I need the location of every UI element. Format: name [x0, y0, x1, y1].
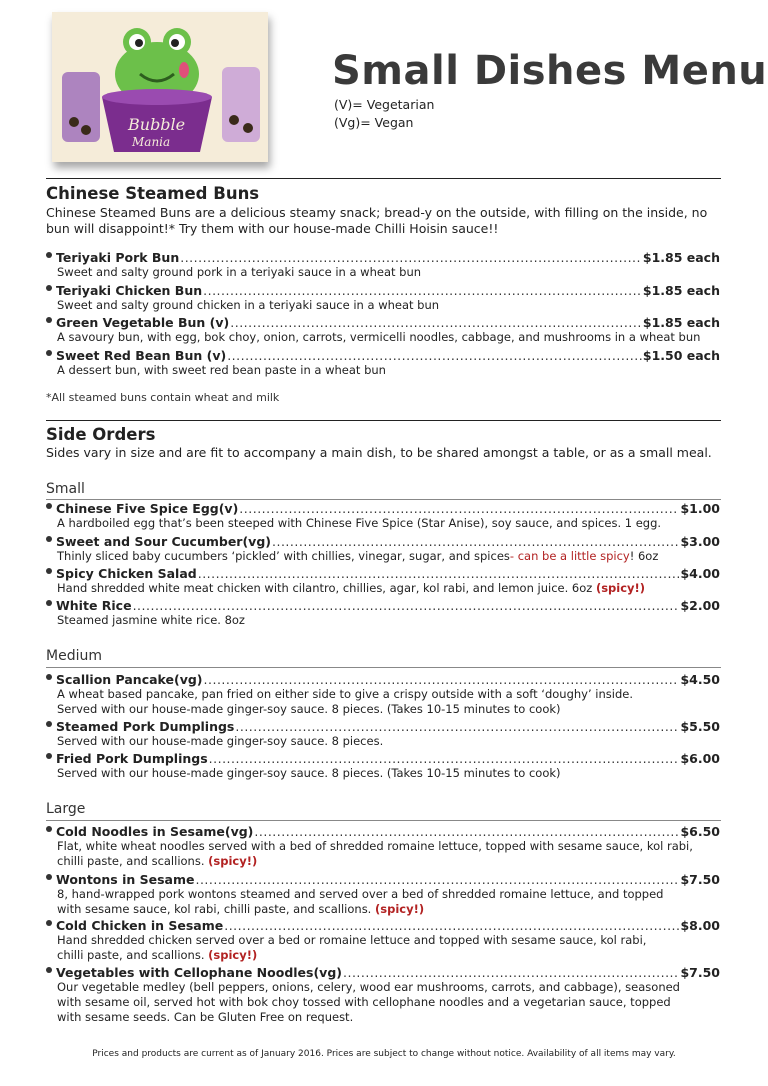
item-name: Cold Noodles in Sesame(vg) [56, 824, 254, 839]
item-name: Vegetables with Cellophane Noodles(vg) [56, 965, 342, 980]
item-name: Green Vegetable Bun (v) [56, 315, 230, 330]
item-price: $7.50 [680, 965, 720, 980]
item-name: Sweet Red Bean Bun (v) [56, 348, 227, 363]
item-price: $7.50 [680, 872, 720, 887]
menu-item [46, 315, 720, 345]
spicy-badge: (spicy!) [208, 948, 258, 962]
item-price: $1.50 each [642, 348, 720, 363]
divider [46, 667, 721, 668]
bullet-icon [46, 317, 52, 323]
item-price: $1.85 each [642, 315, 720, 330]
divider [46, 499, 721, 500]
section-desc-sides: Sides vary in size and are fit to accompany a main dish, to be shared amongst a table, or as a small meal. [46, 445, 712, 460]
item-name: White Rice [56, 598, 132, 613]
menu-item [46, 918, 720, 963]
svg-text:Bubble: Bubble [128, 115, 186, 134]
item-desc: with sesame sauce, kol rabi, chilli paste, and scallions. (spicy!) [57, 902, 425, 916]
menu-item [46, 501, 720, 531]
menu-item [46, 824, 720, 869]
item-desc: Thinly sliced baby cucumbers ‘pickled’ with chillies, vinegar, sugar, and spices- can be a little spicy! 6oz [57, 549, 659, 563]
menu-item [46, 965, 720, 1025]
svg-text:Mania: Mania [132, 135, 171, 149]
subsection-label-medium: Medium [46, 648, 102, 664]
bullet-icon [46, 826, 52, 832]
item-price: $3.00 [680, 534, 720, 549]
diet-legend [334, 96, 434, 132]
bullet-icon [46, 600, 52, 606]
item-price: $4.00 [680, 566, 720, 581]
bullet-icon [46, 536, 52, 542]
bullet-icon [46, 753, 52, 759]
divider [46, 178, 721, 179]
item-desc: Sweet and salty ground chicken in a teriyaki sauce in a wheat bun [57, 298, 440, 312]
bullet-icon [46, 285, 52, 291]
item-desc: Our vegetable medley (bell peppers, onions, celery, wood ear mushrooms, carrots, and cabbage), seasoned [57, 980, 680, 994]
item-desc: Served with our house-made ginger-soy sauce. 8 pieces. [57, 734, 384, 748]
item-desc: A savoury bun, with egg, bok choy, onion, carrots, vermicelli noodles, cabbage, and mushrooms in a wheat bun [57, 330, 701, 344]
menu-item [46, 566, 720, 596]
section-desc-buns: Chinese Steamed Buns are a delicious steamy snack; bread-y on the outside, with filling on the inside, no bun will disappoint!* Try them with our house-made Chilli Hoisin sauce!! [46, 205, 708, 236]
menu-item [46, 283, 720, 313]
menu-item [46, 348, 720, 378]
divider [46, 420, 721, 421]
item-name: Teriyaki Chicken Bun [56, 283, 203, 298]
item-desc: Served with our house-made ginger-soy sauce. 8 pieces. (Takes 10-15 minutes to cook) [57, 702, 561, 716]
item-price: $5.50 [680, 719, 720, 734]
buns-allergen-note: *All steamed buns contain wheat and milk [46, 391, 280, 404]
menu-item [46, 719, 720, 749]
bullet-icon [46, 503, 52, 509]
bullet-icon [46, 568, 52, 574]
subsection-label-large: Large [46, 801, 86, 817]
item-name: Spicy Chicken Salad [56, 566, 197, 581]
bullet-icon [46, 721, 52, 727]
item-name: Scallion Pancake(vg) [56, 672, 203, 687]
item-name: Wontons in Sesame [56, 872, 195, 887]
logo [52, 12, 268, 162]
item-desc: Steamed jasmine white rice. 8oz [57, 613, 245, 627]
divider [46, 820, 721, 821]
footer-disclaimer: Prices and products are current as of January 2016. Prices are subject to change without notice. Availability of all items may vary. [92, 1049, 676, 1059]
item-name: Cold Chicken in Sesame [56, 918, 224, 933]
item-price: $2.00 [680, 598, 720, 613]
item-price: $6.00 [680, 751, 720, 766]
menu-item [46, 751, 720, 781]
item-name: Teriyaki Pork Bun [56, 250, 180, 265]
item-desc: 8, hand-wrapped pork wontons steamed and served over a bed of shredded romaine lettuce, and topped [57, 887, 664, 901]
legend-vegetarian: (V)= Vegetarian [334, 97, 435, 112]
bullet-icon [46, 674, 52, 680]
spicy-badge: (spicy!) [595, 581, 646, 595]
item-price: $4.50 [680, 672, 720, 687]
item-price: $1.85 each [642, 250, 720, 265]
item-desc: Sweet and salty ground pork in a teriyaki sauce in a wheat bun [57, 265, 422, 279]
item-desc: Hand shredded chicken served over a bed or romaine lettuce and topped with sesame sauce, kol rabi, [57, 933, 647, 947]
item-desc: with sesame oil, served hot with bok choy tossed with cellophane noodles and a vegetarian sauce, topped [57, 995, 671, 1009]
item-price: $6.50 [680, 824, 720, 839]
spicy-badge: (spicy!) [208, 854, 258, 868]
item-price: $1.85 each [642, 283, 720, 298]
bullet-icon [46, 920, 52, 926]
section-title-buns: Chinese Steamed Buns [46, 184, 260, 203]
bullet-icon [46, 350, 52, 356]
bullet-icon [46, 967, 52, 973]
section-title-sides: Side Orders [46, 425, 156, 444]
item-name: Chinese Five Spice Egg(v) [56, 501, 239, 516]
item-desc: Flat, white wheat noodles served with a bed of shredded romaine lettuce, topped with sesame sauce, kol rabi, [57, 839, 693, 853]
item-price: $8.00 [680, 918, 720, 933]
spicy-badge: (spicy!) [375, 902, 425, 916]
item-desc: A dessert bun, with sweet red bean paste in a wheat bun [57, 363, 386, 377]
item-name: Sweet and Sour Cucumber(vg) [56, 534, 271, 549]
bullet-icon [46, 252, 52, 258]
legend-vegan: (Vg)= Vegan [334, 115, 414, 130]
item-desc: chilli paste, and scallions. (spicy!) [57, 948, 258, 962]
item-name: Steamed Pork Dumplings [56, 719, 235, 734]
menu-item [46, 250, 720, 280]
item-desc: A wheat based pancake, pan fried on either side to give a crispy outside with a soft ‘doughy’ inside. [57, 687, 633, 701]
item-desc: Hand shredded white meat chicken with cilantro, chillies, agar, kol rabi, and lemon juice. 6oz (spicy!) [57, 581, 646, 595]
subsection-label-small: Small [46, 481, 85, 497]
menu-item [46, 598, 720, 628]
item-desc: A hardboiled egg that’s been steeped with Chinese Five Spice (Star Anise), soy sauce, and spices. 1 egg. [57, 516, 662, 530]
item-price: $1.00 [680, 501, 720, 516]
menu-item [46, 534, 720, 564]
menu-item [46, 672, 720, 717]
bullet-icon [46, 874, 52, 880]
item-desc: with sesame seeds. Can be Gluten Free on request. [57, 1010, 354, 1024]
page-title: Small Dishes Menu [332, 48, 768, 94]
item-name: Fried Pork Dumplings [56, 751, 208, 766]
menu-item [46, 872, 720, 917]
spicy-note: - can be a little spicy [509, 549, 630, 563]
item-desc: chilli paste, and scallions. (spicy!) [57, 854, 258, 868]
item-desc: Served with our house-made ginger-soy sauce. 8 pieces. (Takes 10-15 minutes to cook) [57, 766, 561, 780]
